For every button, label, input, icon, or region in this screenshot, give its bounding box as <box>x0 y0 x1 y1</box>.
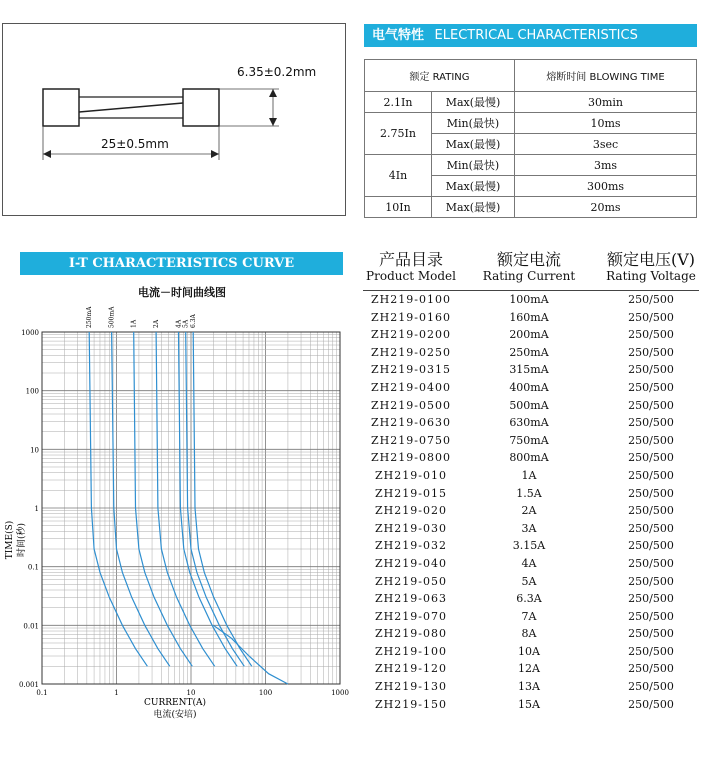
table-row <box>363 397 699 415</box>
table-row <box>363 309 699 327</box>
rating-voltage-cell: 250/500 <box>628 486 674 500</box>
rating-voltage-cell: 250/500 <box>628 451 674 465</box>
product-model-cell: ZH219-0500 <box>371 398 451 412</box>
series-label: 2A <box>153 319 161 328</box>
table-row <box>363 379 699 397</box>
table-row <box>363 555 699 573</box>
product-model-cell: ZH219-0800 <box>371 451 451 465</box>
x-tick-label: 10 <box>186 689 196 697</box>
product-model-cell: ZH219-100 <box>375 644 447 658</box>
rating-current-cell: 2A <box>521 504 537 518</box>
product-model-cell: ZH219-0100 <box>371 293 451 306</box>
it-curve-chart <box>0 296 350 726</box>
length-label: 25±0.5mm <box>101 137 169 151</box>
table-row <box>363 573 699 591</box>
rating-current-cell: 1.5A <box>516 486 542 500</box>
mode-cell: Max(最慢) <box>432 134 515 155</box>
mode-cell: Max(最慢) <box>432 176 515 197</box>
rating-current-cell: 1A <box>521 468 537 482</box>
product-model-cell: ZH219-020 <box>375 504 447 518</box>
rating-current-cell: 4A <box>521 556 537 570</box>
rating-voltage-cell: 250/500 <box>628 574 674 588</box>
table-row <box>363 537 699 555</box>
product-model-cell: ZH219-010 <box>375 468 447 482</box>
rating-voltage-cell: 250/500 <box>628 504 674 518</box>
rating-current-cell: 630mA <box>509 416 549 430</box>
header-voltage: 额定电压(V) Rating Voltage <box>606 250 696 283</box>
product-model-cell: ZH219-0750 <box>371 433 451 447</box>
header-rating: 额定 RATING <box>365 60 515 92</box>
mode-cell: Min(最快) <box>432 113 515 134</box>
rating-current-cell: 3A <box>521 521 537 535</box>
table-row <box>363 660 699 678</box>
rating-cell: 4In <box>365 155 432 197</box>
table-row <box>363 326 699 344</box>
rating-current-cell: 800mA <box>509 451 549 465</box>
time-cell: 300ms <box>515 176 697 197</box>
table-row <box>363 696 699 714</box>
rating-current-cell: 500mA <box>509 398 549 412</box>
series-line <box>89 332 147 666</box>
rating-voltage-cell: 250/500 <box>628 644 674 658</box>
product-model-cell: ZH219-120 <box>375 662 447 676</box>
table-row <box>363 608 699 626</box>
rating-voltage-cell: 250/500 <box>628 662 674 676</box>
y-tick-label: 1000 <box>21 329 39 337</box>
time-cell: 3ms <box>515 155 697 176</box>
x-axis-label-cn: 电流(安培) <box>153 710 197 720</box>
table-row <box>363 485 699 503</box>
product-model-cell: ZH219-0315 <box>371 363 451 377</box>
time-cell: 3sec <box>515 134 697 155</box>
rating-current-cell: 160mA <box>509 310 549 324</box>
rating-voltage-cell: 250/500 <box>628 539 674 553</box>
rating-current-cell: 250mA <box>509 345 549 359</box>
series-line <box>112 332 170 666</box>
chart-grid <box>42 332 340 684</box>
rating-voltage-cell: 250/500 <box>628 363 674 377</box>
rating-current-cell: 100mA <box>509 293 549 306</box>
x-tick-label: 1000 <box>331 689 349 697</box>
series-label: 1A <box>130 319 138 328</box>
it-curve-banner: I-T CHARACTERISTICS CURVE <box>20 252 343 275</box>
table-row <box>363 449 699 467</box>
rating-voltage-cell: 250/500 <box>628 398 674 412</box>
rating-voltage-cell: 250/500 <box>628 609 674 623</box>
fuse-drawing-svg <box>3 24 347 217</box>
product-model-cell: ZH219-0200 <box>371 328 451 342</box>
electrical-banner <box>364 24 697 47</box>
rating-voltage-cell: 250/500 <box>628 433 674 447</box>
chart-series-labels <box>86 306 197 328</box>
mode-cell: Max(最慢) <box>432 92 515 113</box>
rating-voltage-cell: 250/500 <box>628 521 674 535</box>
fuse-cap-left <box>43 89 79 126</box>
y-axis-label: TIME(S) <box>5 520 15 560</box>
product-model-cell: ZH219-030 <box>375 521 447 535</box>
product-table-body <box>363 291 699 713</box>
table-row <box>363 344 699 362</box>
y-tick-label: 10 <box>30 446 39 455</box>
rating-current-cell: 7A <box>521 609 537 623</box>
rating-voltage-cell: 250/500 <box>628 627 674 641</box>
header-blowing-time: 熔断时间 BLOWING TIME <box>515 60 697 92</box>
product-model-cell: ZH219-0630 <box>371 416 451 430</box>
table-row <box>363 291 699 309</box>
rating-current-cell: 400mA <box>509 380 549 394</box>
y-tick-label: 0.1 <box>27 563 39 572</box>
series-label: 5A <box>182 319 190 328</box>
product-model-cell: ZH219-0250 <box>371 345 451 359</box>
rating-current-cell: 5A <box>521 574 537 588</box>
product-table-header <box>363 248 699 290</box>
electrical-table <box>364 59 697 218</box>
electrical-title-cn: 电气特性 <box>372 28 425 43</box>
y-tick-label: 0.001 <box>18 681 39 689</box>
table-row <box>363 520 699 538</box>
header-current: 额定电流 Rating Current <box>482 250 576 283</box>
product-model-cell: ZH219-050 <box>375 574 447 588</box>
rating-voltage-cell: 250/500 <box>628 293 674 306</box>
rating-current-cell: 3.15A <box>512 539 546 553</box>
table-row <box>363 625 699 643</box>
rating-voltage-cell: 250/500 <box>628 310 674 324</box>
table-row <box>363 590 699 608</box>
rating-current-cell: 15A <box>518 697 540 711</box>
time-cell: 10ms <box>515 113 697 134</box>
electrical-title-en: ELECTRICAL CHARACTERISTICS <box>434 28 638 43</box>
rating-voltage-cell: 250/500 <box>628 468 674 482</box>
rating-current-cell: 200mA <box>509 328 549 342</box>
fuse-cap-right <box>183 89 219 126</box>
dimension-drawing <box>2 23 346 216</box>
rating-voltage-cell: 250/500 <box>628 556 674 570</box>
product-model-cell: ZH219-0400 <box>371 380 451 394</box>
series-line <box>156 332 215 666</box>
rating-current-cell: 8A <box>521 627 537 641</box>
series-label: 4A <box>175 319 183 328</box>
header-model: 产品目录 Product Model <box>366 250 456 283</box>
rating-voltage-cell: 250/500 <box>628 328 674 342</box>
time-cell: 20ms <box>515 197 697 218</box>
product-model-cell: ZH219-032 <box>375 539 447 553</box>
rating-current-cell: 13A <box>518 680 540 694</box>
product-model-cell: ZH219-070 <box>375 609 447 623</box>
x-tick-label: 100 <box>258 689 273 697</box>
rating-voltage-cell: 250/500 <box>628 416 674 430</box>
product-model-cell: ZH219-080 <box>375 627 447 641</box>
rating-current-cell: 315mA <box>509 363 549 377</box>
y-tick-label: 1 <box>34 505 39 513</box>
fuse-element <box>79 103 183 112</box>
x-tick-label: 0.1 <box>36 689 48 697</box>
rating-cell: 2.1In <box>365 92 432 113</box>
product-model-cell: ZH219-0160 <box>371 310 451 324</box>
rating-voltage-cell: 250/500 <box>628 680 674 694</box>
series-label: 6.3A <box>190 314 198 328</box>
table-row <box>363 467 699 485</box>
product-model-cell: ZH219-015 <box>375 486 447 500</box>
product-model-cell: ZH219-150 <box>375 697 447 711</box>
rating-current-cell: 10A <box>518 644 540 658</box>
y-axis-label-cn: 时间(秒) <box>17 522 27 558</box>
rating-current-cell: 12A <box>518 662 540 676</box>
y-tick-label: 0.01 <box>23 622 39 631</box>
rating-cell: 2.75In <box>365 113 432 155</box>
rating-current-cell: 750mA <box>509 433 549 447</box>
product-model-cell: ZH219-063 <box>375 592 447 606</box>
rating-cell: 10In <box>365 197 432 218</box>
table-row <box>363 414 699 432</box>
mode-cell: Min(最快) <box>432 155 515 176</box>
series-line <box>134 332 193 666</box>
rating-voltage-cell: 250/500 <box>628 592 674 606</box>
table-row <box>363 432 699 450</box>
mode-cell: Max(最慢) <box>432 197 515 218</box>
series-label: 500mA <box>108 306 116 328</box>
rating-voltage-cell: 250/500 <box>628 345 674 359</box>
rating-voltage-cell: 250/500 <box>628 697 674 711</box>
table-row <box>363 361 699 379</box>
table-row <box>363 643 699 661</box>
time-cell: 30min <box>515 92 697 113</box>
x-axis-label: CURRENT(A) <box>144 698 206 708</box>
table-row <box>363 502 699 520</box>
product-model-cell: ZH219-040 <box>375 556 447 570</box>
x-tick-label: 1 <box>114 689 119 697</box>
product-model-cell: ZH219-130 <box>375 680 447 694</box>
series-label: 250mA <box>86 306 94 328</box>
y-tick-label: 100 <box>25 387 39 396</box>
diameter-label: 6.35±0.2mm <box>237 65 317 79</box>
chart-title: 电流－时间曲线图 <box>138 286 226 299</box>
rating-current-cell: 6.3A <box>516 592 542 606</box>
table-row <box>363 678 699 696</box>
rating-voltage-cell: 250/500 <box>628 380 674 394</box>
